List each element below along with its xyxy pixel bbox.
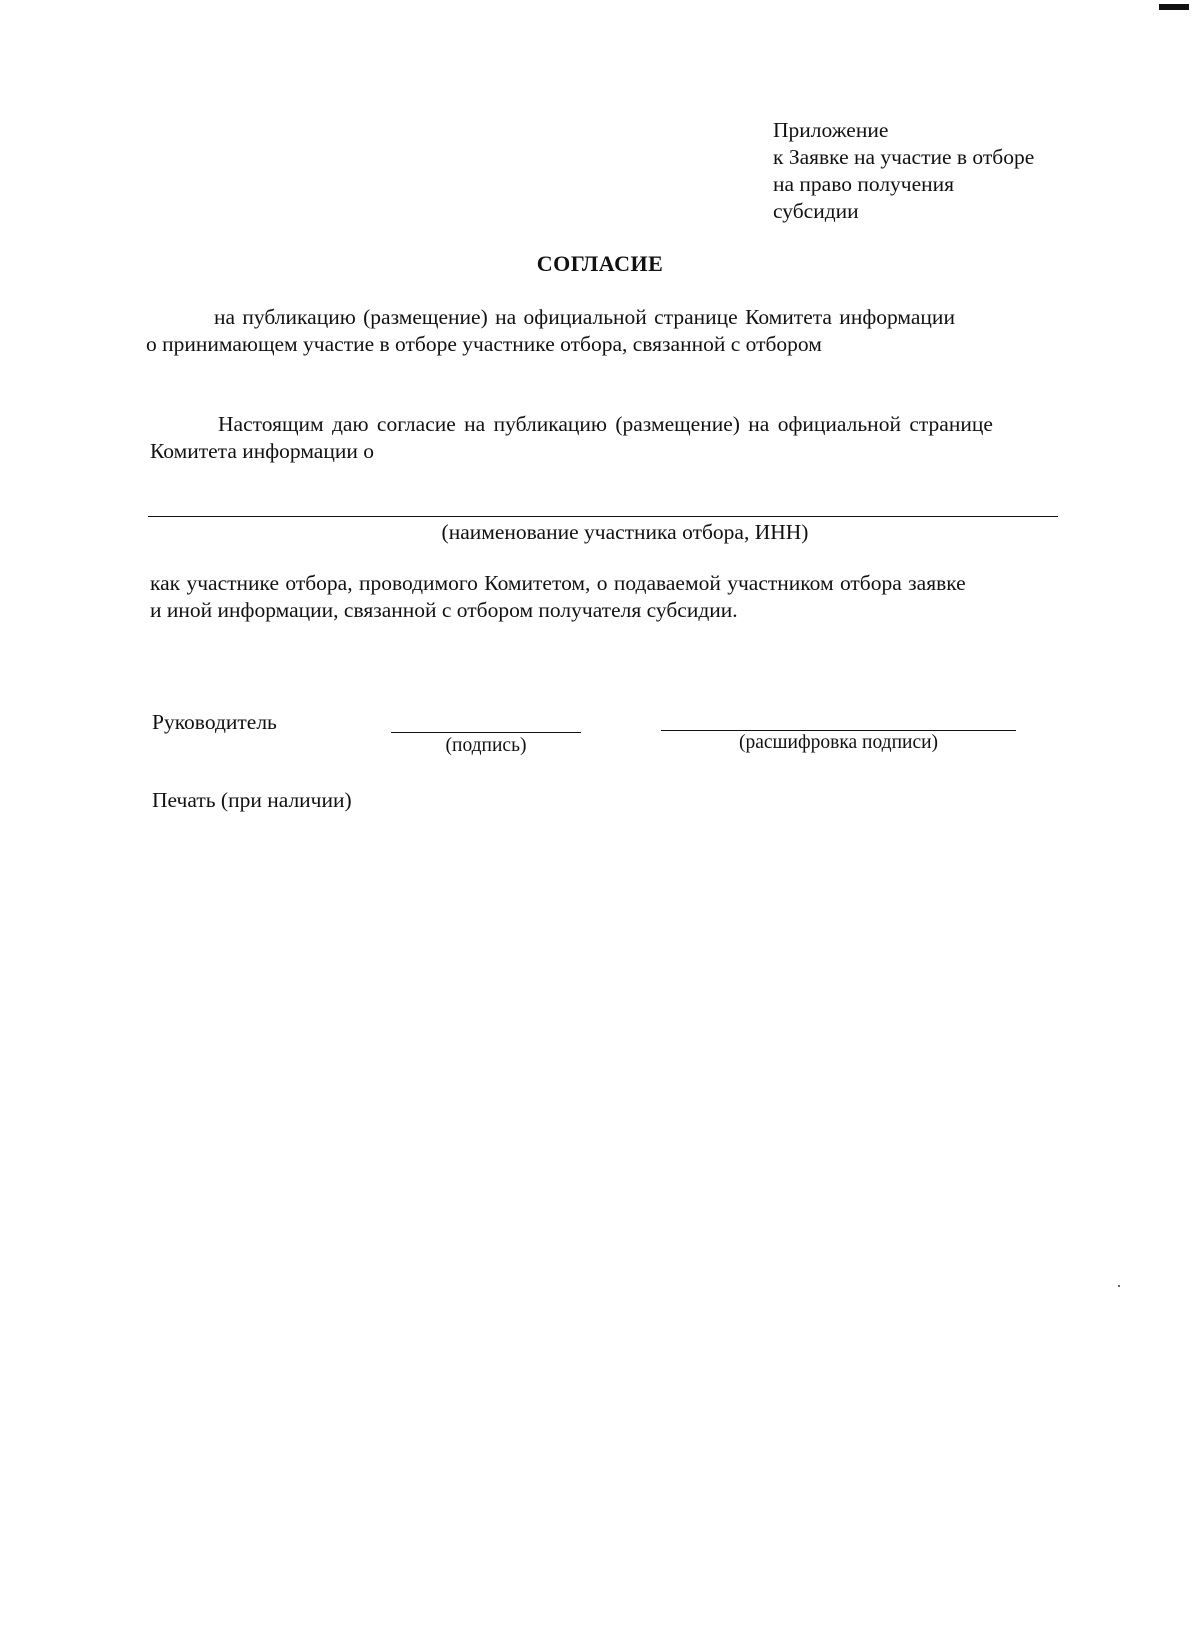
- participant-name-caption: (наименование участника отбора, ИНН): [441, 520, 809, 544]
- subtitle-line-2: о принимающем участие в отборе участнике отбора, связанной с отбором: [146, 332, 822, 356]
- subtitle-text-1: на публикацию (размещение) на официальной странице Комитета информации: [214, 305, 955, 329]
- signature-decode-caption: (расшифровка подписи): [738, 732, 939, 753]
- scan-speck: [1118, 1285, 1120, 1287]
- participant-paragraph: [150, 570, 1068, 624]
- leader-label: Руководитель: [152, 710, 277, 734]
- participant-name-field-line[interactable]: [148, 516, 1058, 517]
- signature-field-line[interactable]: [391, 732, 581, 733]
- participant-line-2: и иной информации, связанной с отбором получателя субсидии.: [150, 598, 738, 622]
- subtitle-line-1: [146, 304, 1066, 331]
- consent-line-2: Комитета информации о: [150, 439, 374, 463]
- appendix-note: [773, 117, 1034, 225]
- document-subtitle: [146, 304, 1066, 358]
- scan-corner-mark: [1159, 4, 1189, 10]
- stamp-label: Печать (при наличии): [152, 788, 352, 812]
- appendix-line: на право получения: [773, 172, 955, 196]
- appendix-line: субсидии: [773, 199, 859, 223]
- participant-line-1: как участнике отбора, проводимого Комитетом, о подаваемой участником отбора заявке: [150, 571, 966, 595]
- consent-paragraph: [150, 411, 1068, 465]
- document-title: СОГЛАСИЕ: [536, 251, 664, 276]
- appendix-line: к Заявке на участие в отборе: [773, 145, 1035, 169]
- consent-line-1: Настоящим даю согласие на публикацию (размещение) на официальной странице: [218, 412, 993, 436]
- appendix-line: Приложение: [773, 118, 889, 142]
- signature-decode-field-line[interactable]: [661, 730, 1016, 731]
- signature-caption: (подпись): [445, 735, 527, 756]
